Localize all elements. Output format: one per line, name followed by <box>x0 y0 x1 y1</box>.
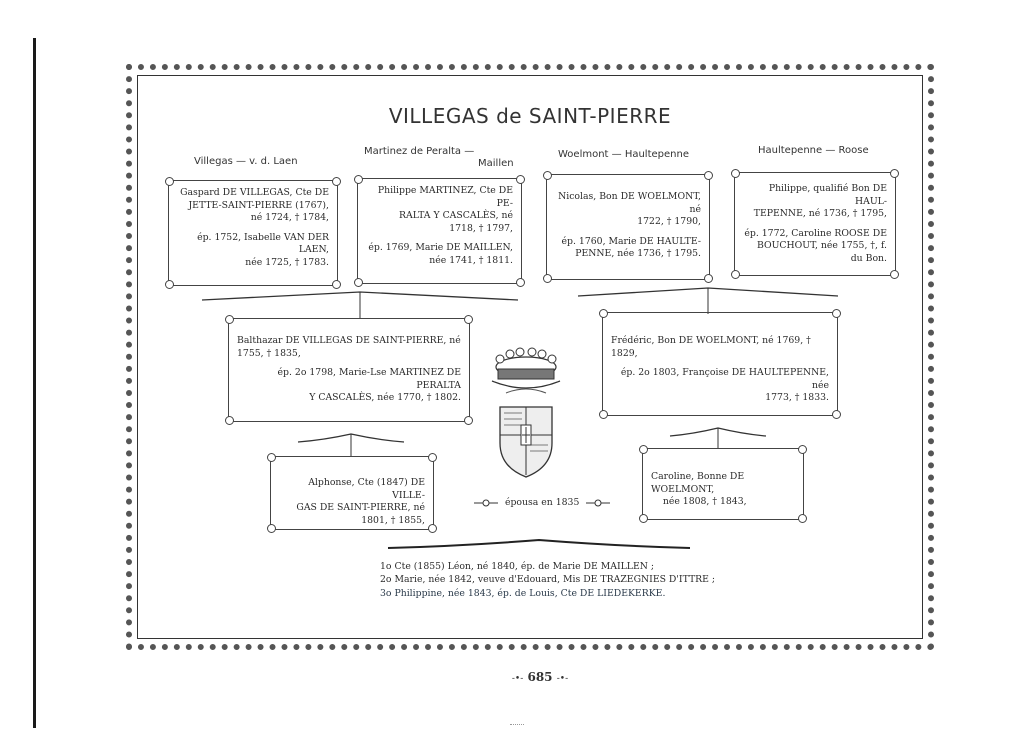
coat-of-arms-icon <box>486 345 566 485</box>
page-title: VILLEGAS de SAINT-PIERRE <box>388 104 672 128</box>
binding-edge <box>33 38 36 728</box>
person-box-frederic-woelmont <box>602 312 838 416</box>
text-line: Balthazar DE VILLEGAS DE SAINT-PIERRE, né <box>237 335 461 346</box>
text-line: née 1741, † 1811. <box>429 254 513 266</box>
text-line: Philippe MARTINEZ, Cte DE PE- <box>377 185 513 209</box>
marriage-note <box>474 497 610 508</box>
person-box-philippe-haultepenne <box>734 172 896 276</box>
text-line: Frédéric, Bon DE WOELMONT, né 1769, † 1829, <box>611 335 811 359</box>
children-connector <box>386 536 692 552</box>
text-line: Caroline, Bonne DE WOELMONT, <box>651 471 745 495</box>
arrow-ornament-icon <box>474 498 498 508</box>
person-box-philippe-martinez <box>357 178 522 284</box>
text-line: 1801, † 1855, <box>361 514 425 526</box>
text-line: né 1724, † 1784, <box>250 212 329 224</box>
text-line: GAS DE SAINT-PIERRE, né <box>296 502 425 514</box>
text-line: Alphonse, Cte (1847) DE VILLE- <box>308 477 425 501</box>
child-entry: 1o Cte (1855) Léon, né 1840, ép. de Marie DE MAILLEN ; <box>380 561 654 572</box>
column-head-woelmont: Woelmont — Haultepenne <box>558 149 689 160</box>
page-number <box>500 670 580 684</box>
text-line: 1722, † 1790, <box>637 216 701 228</box>
text-line: ép. 2o 1803, Françoise DE HAULTEPENNE, née <box>620 367 829 391</box>
child-entry: 2o Marie, née 1842, veuve d'Edouard, Mis DE TRAZEGNIES D'ITTRE ; <box>380 574 716 586</box>
text-line: PENNE, née 1736, † 1795. <box>575 248 701 260</box>
page-number-ornament: -•- <box>556 674 569 684</box>
text-line: ép. 2o 1798, Marie-Lse MARTINEZ DE PERALTA <box>277 367 461 391</box>
column-head-villegas: Villegas — v. d. Laen <box>194 156 298 167</box>
text-line: ép. 1769, Marie DE MAILLEN, <box>368 242 513 254</box>
text-line: Y CASCALÈS, née 1770, † 1802. <box>309 392 461 404</box>
person-box-gaspard-villegas <box>168 180 338 286</box>
child-entry: 3o Philippine, née 1843, ép. de Louis, Cte DE LIEDEKERKE. <box>380 587 666 599</box>
person-box-nicolas-woelmont <box>546 174 710 280</box>
text-line: du Bon. <box>850 252 887 264</box>
marriage-text: épousa en 1835 <box>504 497 580 508</box>
family-connector <box>200 286 520 320</box>
children-list <box>380 560 715 600</box>
text-line: ép. 1760, Marie DE HAULTE- <box>561 235 701 247</box>
text-line: 1755, † 1835, <box>237 347 301 359</box>
page-number-ornament: -•- <box>511 674 524 684</box>
person-box-balthazar-villegas <box>228 318 470 422</box>
column-head-martinez: Martinez de Peralta — <box>364 146 475 157</box>
text-line: BOUCHOUT, née 1755, †, f. <box>756 240 887 252</box>
text-line: RALTA Y CASCALÈS, né <box>398 210 513 222</box>
printer-mark <box>510 718 524 725</box>
text-line: 1773, † 1833. <box>765 392 829 404</box>
text-line: née 1808, † 1843, <box>662 496 747 508</box>
text-line: JETTE-SAINT-PIERRE (1767), <box>188 199 329 211</box>
text-line: ép. 1772, Caroline ROOSE DE <box>744 227 887 239</box>
arrow-ornament-icon <box>586 498 610 508</box>
column-head-haultepenne: Haultepenne — Roose <box>758 145 869 156</box>
person-box-caroline-woelmont <box>642 448 804 520</box>
text-line: 1718, † 1797, <box>449 222 513 234</box>
text-line: ép. 1752, Isabelle VAN DER LAEN, <box>197 231 329 256</box>
text-line: Nicolas, Bon DE WOELMONT, né <box>558 191 701 215</box>
column-head-maillen: Maillen <box>478 158 514 169</box>
text-line: Gaspard DE VILLEGAS, Cte DE <box>180 187 329 198</box>
text-line: Philippe, qualifié Bon DE HAUL- <box>768 183 887 207</box>
family-connector <box>296 424 406 458</box>
text-line: TEPENNE, né 1736, † 1795, <box>753 208 887 220</box>
family-connector <box>668 420 768 450</box>
page-number-value: 685 <box>527 670 553 684</box>
text-line: née 1725, † 1783. <box>245 256 329 268</box>
person-box-alphonse-villegas <box>270 456 434 530</box>
